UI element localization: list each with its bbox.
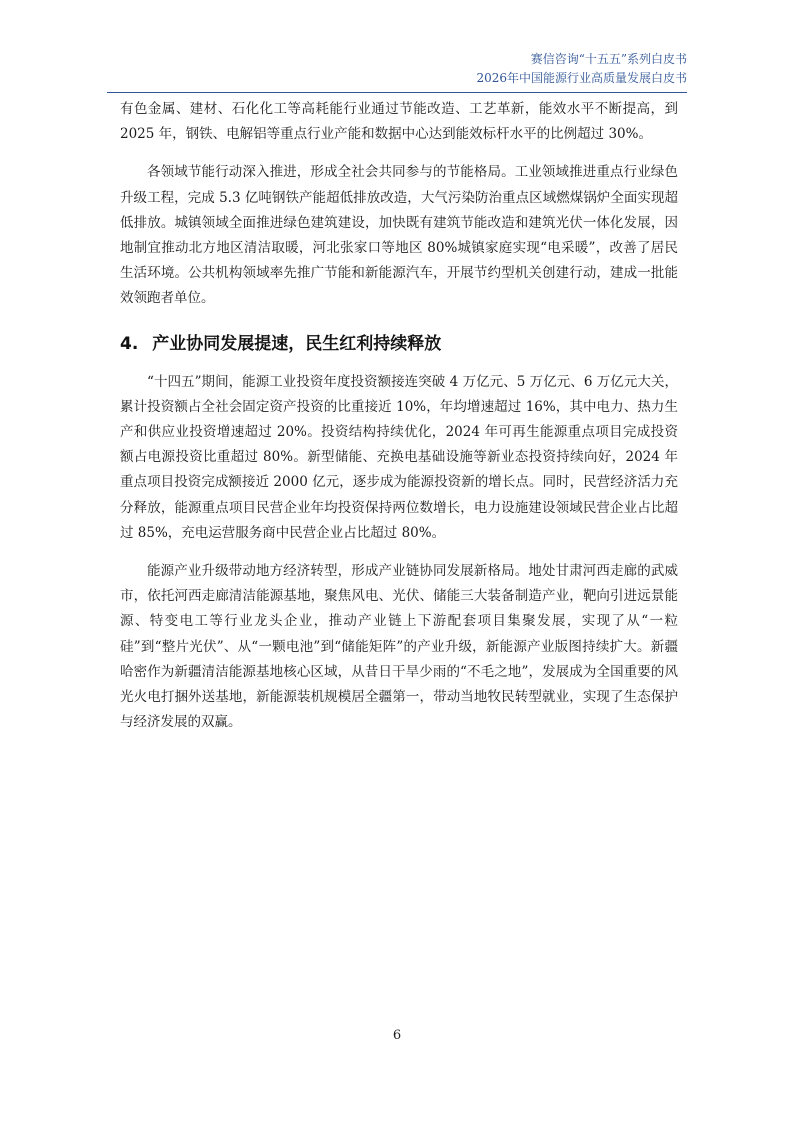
paragraph-gap <box>120 147 678 160</box>
header-divider <box>107 92 687 93</box>
section-title: 产业协同发展提速，民生红利持续释放 <box>152 333 442 354</box>
paragraph-energy-saving-actions: 各领域节能行动深入推进，形成全社会共同参与的节能格局。工业领域推进重点行业绿色升级工程，完成 5.3 亿吨钢铁产能超低排放改造，大气污染防治重点区域燃煤锅炉全面实现超低排放。城镇领域全面推进绿色建筑建设，加快既有建筑节能改造和建筑光伏一体化发展，因地制宜推动北方地区清洁取暖，河北张家口等地区 80%城镇家庭实现“电采暖”，改善了居民生活环境。公共机构领域率先推广节能和新能源汽车，开展节约型机关创建行动，建成一批能效领跑者单位。 <box>120 164 678 307</box>
page-number: 6 <box>392 1028 402 1043</box>
paragraph-energy-investment: “十四五”期间，能源工业投资年度投资额接连突破 4 万亿元、5 万亿元、6 万亿元大关，累计投资额占全社会固定资产投资的比重接近 10%，年均增速超过 16%，其中电力、热力生产和供应业投资增速超过 20%。投资结构持续优化，2024 年可再生能源重点项目完成投资额占电源投资比重超过 80%。新型储能、充换电基础设施等新业态投资持续向好，2024 年重点项目投资完成额接近 2000 亿元，逐步成为能源投资新的增长点。同时，民营经济活力充分释放，能源重点项目民营企业年均投资保持两位数增长，电力设施建设领域民营企业占比超过 85%，充电运营服务商中民营企业占比超过 80%。 <box>120 373 678 541</box>
page-body <box>120 97 678 735</box>
paragraph-efficiency-continued: 有色金属、建材、石化化工等高耗能行业通过节能改造、工艺革新，能效水平不断提高，到 2025 年，钢铁、电解铝等重点行业产能和数据中心达到能效标杆水平的比例超过 30%。 <box>120 101 678 143</box>
section-number: 4. <box>120 333 139 354</box>
paragraph-regional-upgrade: 能源产业升级带动地方经济转型，形成产业链协同发展新格局。地处甘肃河西走廊的武威市，依托河西走廊清洁能源基地，聚焦风电、光伏、储能三大装备制造产业，靶向引进远景能源、特变电工等行业龙头企业，推动产业链上下游配套项目集聚发展，实现了从“一粒硅”到“整片光伏”、从“一颗电池”到“储能矩阵”的产业升级，新能源产业版图持续扩大。新疆哈密作为新疆清洁能源基地核心区域，从昔日干旱少雨的“不毛之地”，发展成为全国重要的风光火电打捆外送基地，新能源装机规模居全疆第一，带动当地牧民转型就业，实现了生态保护与经济发展的双赢。 <box>120 563 678 731</box>
header-report-title: 2026年中国能源行业高质量发展白皮书 <box>476 71 687 85</box>
section-heading <box>120 332 678 356</box>
paragraph-gap <box>120 546 678 559</box>
running-header <box>476 50 687 88</box>
header-series-title: 赛信咨询“十五五”系列白皮书 <box>530 52 687 66</box>
